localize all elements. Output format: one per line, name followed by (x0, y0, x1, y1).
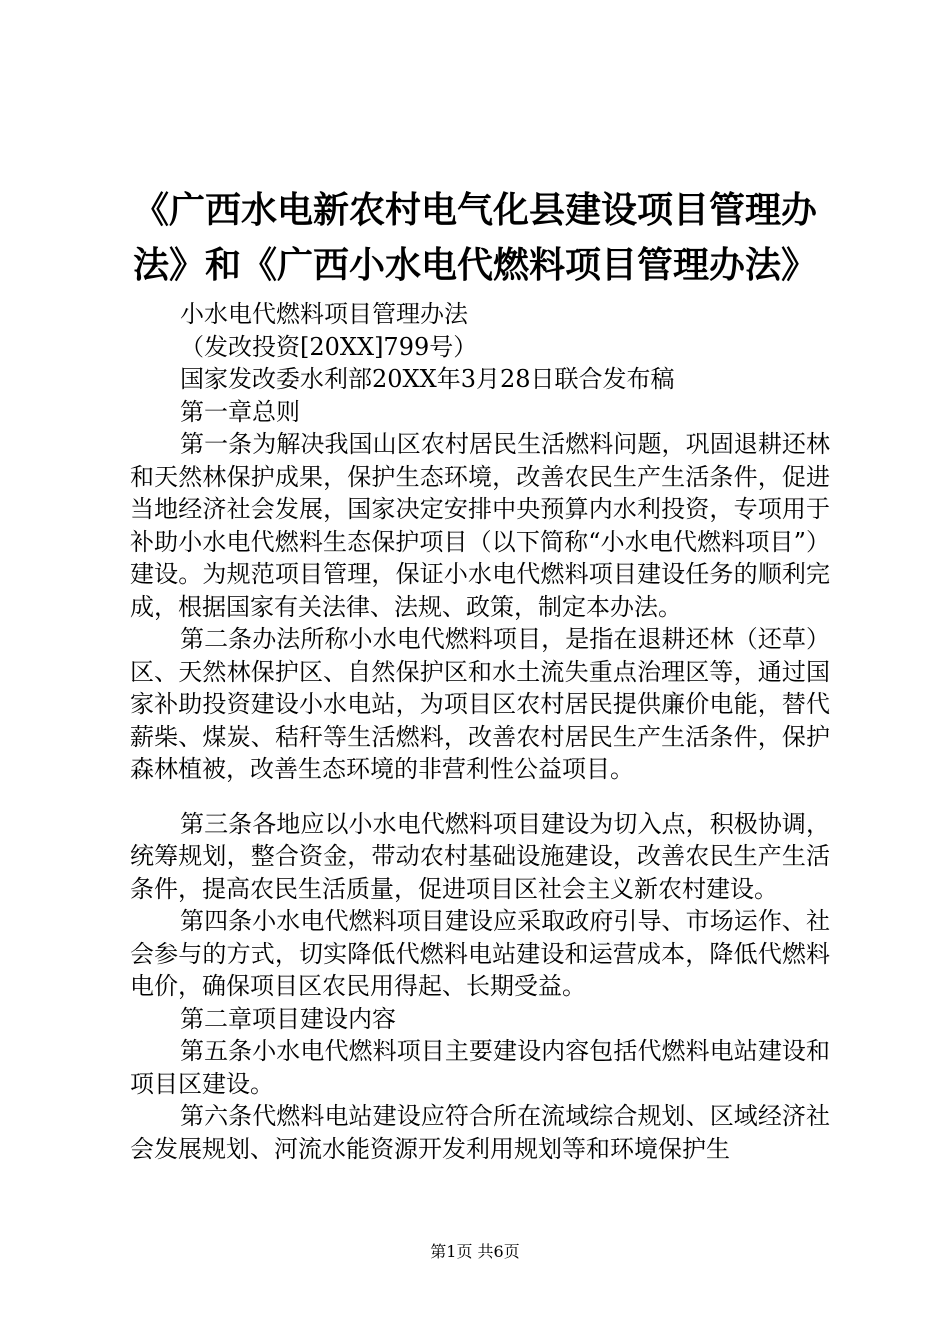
title-line-2: 法》和《广西小水电代燃料项目管理办法》 (132, 245, 817, 286)
page-number: 第1页 共6页 (430, 1242, 520, 1261)
page-footer (0, 1242, 950, 1262)
chapter-heading-1: 第一章总则 (180, 397, 300, 426)
chapter-heading-2: 第二章项目建设内容 (180, 1004, 396, 1033)
title-line-1: 《广西水电新农村电气化县建设项目管理办 (132, 190, 817, 231)
doc-number: （发改投资[20XX]799号） (180, 332, 478, 361)
document-title (120, 183, 830, 293)
subtitle: 小水电代燃料项目管理办法 (180, 300, 468, 328)
paragraph-gap (130, 786, 830, 808)
article-2: 第二条办法所称小水电代燃料项目，是指在退耕还林（还草）区、天然林保护区、自然保护区和水土流失重点治理区等，通过国家补助投资建设小水电站，为项目区农村居民提供廉价电能，替代薪柴、煤炭、秸秆等生活燃料，改善农村居民生产生活条件，保护森林植被，改善生态环境的非营利性公益项目。 (130, 625, 830, 783)
issuer-line: 国家发改委水利部20XX年3月28日联合发布稿 (180, 365, 675, 393)
article-5: 第五条小水电代燃料项目主要建设内容包括代燃料电站建设和项目区建设。 (130, 1037, 830, 1098)
article-3: 第三条各地应以小水电代燃料项目建设为切入点，积极协调，统筹规划，整合资金，带动农村基础设施建设，改善农民生产生活条件，提高农民生活质量，促进项目区社会主义新农村建设。 (130, 809, 830, 903)
document-body (130, 298, 830, 1165)
article-1: 第一条为解决我国山区农村居民生活燃料问题，巩固退耕还林和天然林保护成果，保护生态环境，改善农民生产生活条件，促进当地经济社会发展，国家决定安排中央预算内水利投资，专项用于补助小水电代燃料生态保护项目（以下简称“小水电代燃料项目”）建设。为规范项目管理，保证小水电代燃料项目建设任务的顺利完成，根据国家有关法律、法规、政策，制定本办法。 (130, 430, 830, 621)
article-4: 第四条小水电代燃料项目建设应采取政府引导、市场运作、社会参与的方式，切实降低代燃料电站建设和运营成本，降低代燃料电价，确保项目区农民用得起、长期受益。 (130, 907, 830, 1000)
article-6: 第六条代燃料电站建设应符合所在流域综合规划、区域经济社会发展规划、河流水能资源开发利用规划等和环境保护生 (130, 1102, 830, 1163)
